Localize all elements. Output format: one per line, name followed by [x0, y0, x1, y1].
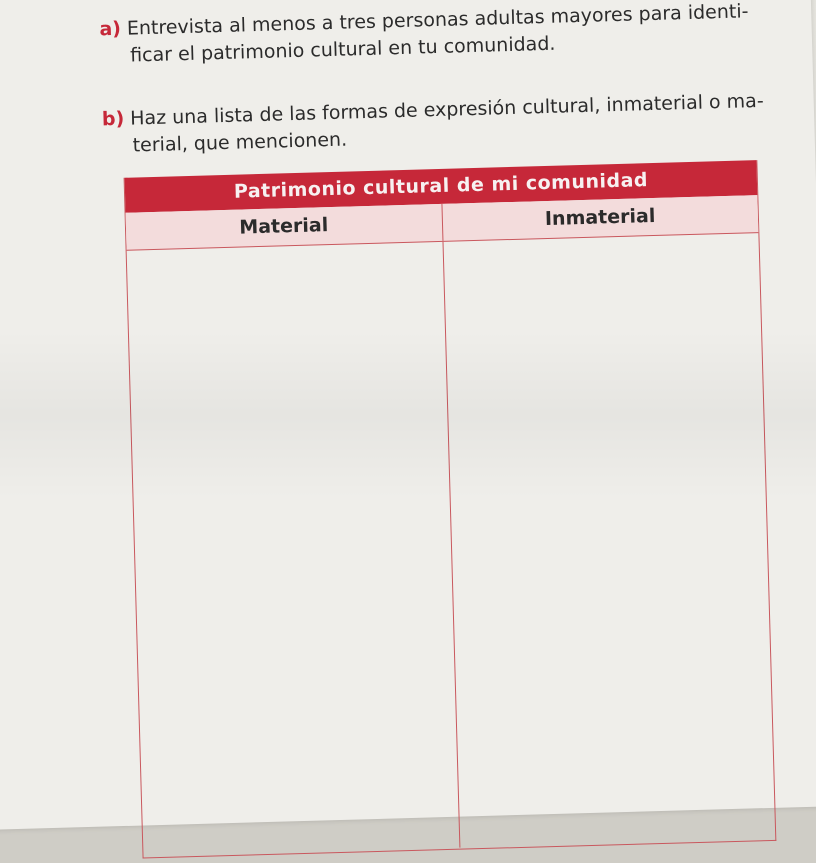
table-body: [127, 233, 776, 856]
photo-shadow: [0, 330, 816, 500]
table-title: Patrimonio cultural de mi comunidad: [125, 160, 758, 213]
inmaterial-entry-cell[interactable]: [443, 233, 775, 848]
instruction-b-marker: b): [101, 107, 125, 131]
instruction-b: [102, 88, 765, 160]
instruction-b-line1: Haz una lista de las formas de expresión cultural, inmaterial o ma-: [129, 89, 764, 130]
heritage-table: [124, 160, 777, 858]
instruction-a-marker: a): [99, 17, 122, 41]
column-header-material: Material: [126, 204, 443, 250]
instruction-a: [99, 0, 749, 70]
instruction-a-line1: Entrevista al menos a tres personas adultas mayores para identi-: [126, 0, 749, 40]
instruction-a-line2: ficar el patrimonio cultural en tu comunidad.: [129, 32, 556, 67]
instruction-b-line2: terial, que mencionen.: [132, 128, 348, 157]
column-header-inmaterial: Inmaterial: [544, 204, 656, 231]
